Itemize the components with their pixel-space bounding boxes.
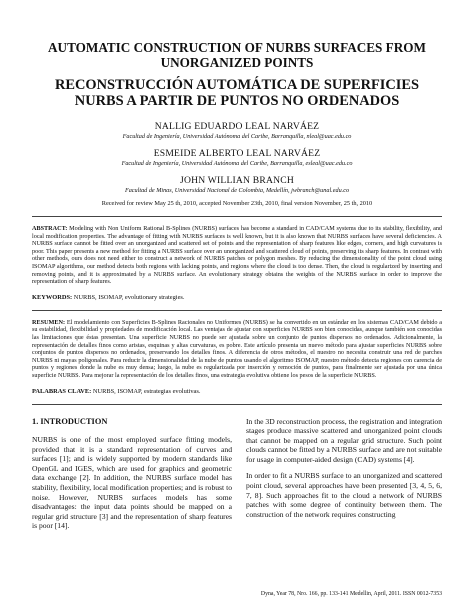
author-affiliation: Facultad de Minas, Universidad Nacional de Colombia, Medellín, jwbranch@unal.edu.co [124,187,350,194]
abstract [32,225,442,286]
keywords-label: KEYWORDS: [32,293,73,301]
journal-footer: Dyna, Year 78, Nro. 166, pp. 133-141 Medellin, April, 2011. ISSN 0012-7353 [260,591,442,597]
paragraph: NURBS is one of the most employed surface fitting models, provided that it is a standard representation of curves and surfaces [1]; and is widely supported by modern standards like OpenGL and IGES, which are used for graphics and geometric data exchange [2]. In addition, the NURBS surface model has stability, flexibility, local modification properties; and is robust to noise. However, NURBS surfaces models has some disadvantages: the input data points should be mapped on a regular grid structure [3] and the representation of sharp features is poor [14]. [32,435,232,531]
resumen [32,319,442,380]
author-name: JOHN WILLIAN BRANCH [180,175,294,186]
keywords-text: NURBS, ISOMAP, evolutionary strategies. [73,293,185,301]
divider [32,404,442,405]
palabras-label: PALABRAS CLAVE: [32,387,92,395]
author-affiliation: Facultad de Ingeniería, Universidad Autónoma del Caribe, Barranquilla, esleal@uac.edu.co [121,160,353,167]
resumen-text: El modelamiento con Superficies B-Splines Racionales no Uniformes (NURBS) se ha convertido en un estándar en los sistemas CAD/CAM debido a su estabilidad, flexibilidad y propiedades de modificación local. Las ventajas de ajustar con superficies NURBS son bien conocidas, aunque también son conocidas las limitaciones que éstas presentan. Una superficie NURBS no puede ser ajustada sobre un conjunto de puntos dispersos no ordenados. Adicionalmente, la representación de detalles finos como aristas, esquinas y altas curvaturas, es pobre. Este artículo presenta un nuevo método para ajustar superficies NURBS sobre conjuntos de puntos dispersos no ordenados, preservando los detalles finos. A diferencia de otros métodos, el nuestro no necesita construir una red de parches NURBS ni mayas poligonales. Para reducir la dimensionalidad de la nube de puntos usando el algoritmo ISOMAP, nuestro método detecta regiones con carencia de puntos y regiones donde la nube es muy densa; luego, la nube es regularizada por inserción y remoción de puntos, para finalmente ser ajustada por una única superficie NURBS. Para mejorar la representación de los detalles finos, una estrategia evolutiva obtiene los pesos de la superficie NURBS. [32,318,443,379]
author-name: NALLIG EDUARDO LEAL NARVÁEZ [154,121,320,132]
palabras-text: NURBS, ISOMAP, estrategias evolutivas. [92,387,201,395]
resumen-label: RESUMEN: [32,318,66,326]
keywords [32,294,442,302]
left-column [32,417,232,539]
title-english: AUTOMATIC CONSTRUCTION OF NURBS SURFACES FROM UNORGANIZED POINTS [48,40,426,70]
divider [32,216,442,217]
author-name: ESMEIDE ALBERTO LEAL NARVÁEZ [153,148,321,159]
palabras-clave [32,388,442,396]
body-columns [32,417,442,539]
paragraph: In order to fit a NURBS surface to an unorganized and scattered point cloud, several approaches have been presented [3, 4, 5, 6, 7, 8]. Such approaches fit to the cloud a network of NURBS patches with some degree of continuity between them. The construction of the network requires constructing [246,471,442,519]
abstract-text: Modeling with Non Uniform Rational B-Splines (NURBS) surfaces has become a standard in CAD/CAM systems due to its stability, flexibility, and local modification properties. The advantage of fitting with NURBS surfaces is well known, but it is also known that NURBS surfaces have several deficiencies. A NURBS surface cannot be fitted over an unorganized and scattered set of points and the representation of sharp features like edges, corners, and high curvatures is poor. This paper presents a new method for fitting a NURBS surface over an unorganized and scattered cloud of points, preserving its sharp features. In contrast with other methods, ours does not need either to construct a network of NURBS patches or polygon meshes. By reducing the dimensionality of the point cloud using ISOMAP algorithms, our method detects both regions with lacking points, and regions where the cloud is too dense. Then, the cloud is regularized by inserting and removing points, and it is approximated by a NURBS surface. An evolutionary strategy obtains the weights of the NURBS surface in order to improve the representation of sharp features. [32,225,443,286]
paragraph: In the 3D reconstruction process, the registration and integration stages produce massive scattered and unorganized point clouds that cannot be mapped on a regular grid structure. Such point clouds cannot be fitted by a NURBS surface and are not suitable for usage in computer-aided design (CAD) systems [4]. [246,416,442,464]
author-affiliation: Facultad de Ingeniería, Universidad Autónoma del Caribe, Barranquilla, nleal@uac.edu.co [122,133,352,140]
title-spanish: RECONSTRUCCIÓN AUTOMÁTICA DE SUPERFICIES NURBS A PARTIR DE PUNTOS NO ORDENADOS [55,77,419,109]
divider [32,310,442,311]
section-heading: 1. INTRODUCTION [32,416,108,426]
right-column [246,417,442,539]
received-dates: Received for review May 25 th, 2010, accepted November 23th, 2010, final version November, 25 th, 2010 [101,200,373,207]
abstract-label: ABSTRACT: [32,225,68,232]
